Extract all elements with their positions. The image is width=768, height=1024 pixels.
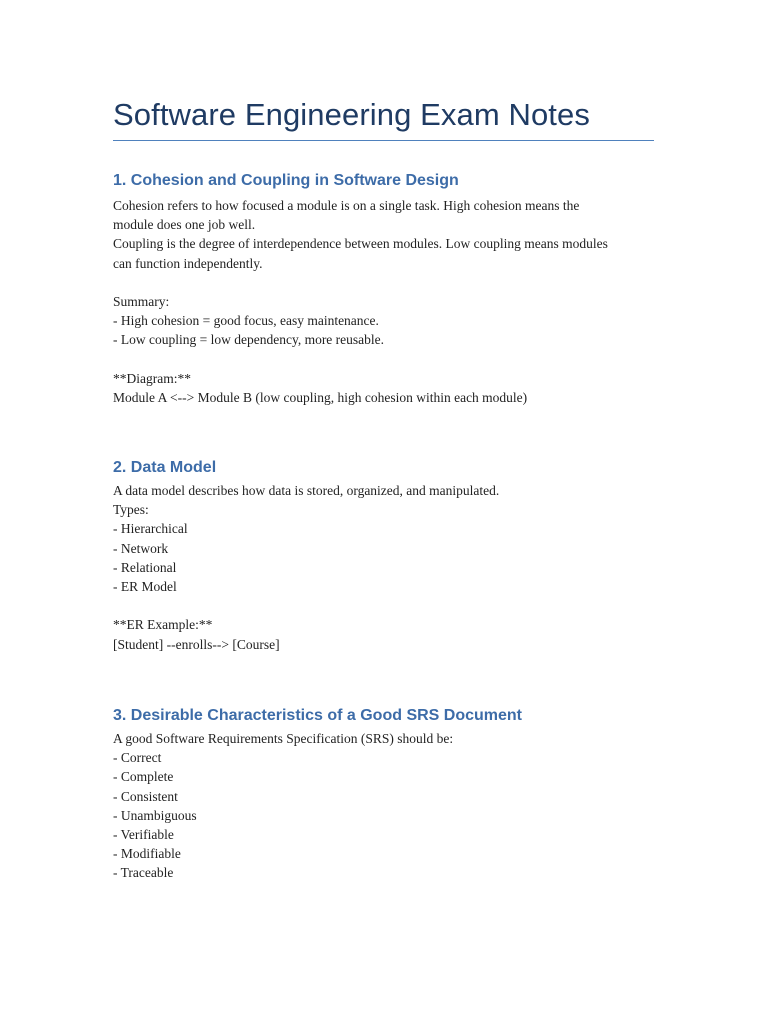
list-item: - Low coupling = low dependency, more reusable. [113, 332, 385, 348]
body-line: can function independently. [113, 255, 263, 271]
body-line: module does one job well. [113, 217, 256, 233]
body-line: Cohesion refers to how focused a module is on a single task. High cohesion means the [113, 198, 580, 213]
title-underline [113, 140, 654, 141]
list-item: - Relational [113, 559, 177, 575]
list-item: - Verifiable [113, 827, 174, 843]
body-line: Summary: [113, 294, 170, 309]
section-heading: 3. Desirable Characteristics of a Good SRS Document [113, 707, 523, 724]
section-heading: 1. Cohesion and Coupling in Software Design [113, 172, 459, 189]
blank-line [113, 596, 499, 615]
list-item: - Unambiguous [113, 807, 197, 823]
document-title: Software Engineering Exam Notes [113, 97, 590, 132]
body-line: Module A <--> Module B (low coupling, high cohesion within each module) [113, 390, 528, 405]
list-item: - Complete [113, 769, 174, 785]
section-body [113, 481, 499, 654]
body-line: A data model describes how data is stored, organized, and manipulated. [113, 483, 500, 498]
section-body [113, 729, 522, 883]
section-heading: 2. Data Model [113, 459, 217, 476]
list-item: - Hierarchical [113, 521, 188, 537]
body-line: **ER Example:** [113, 617, 213, 633]
list-item: - Network [113, 540, 169, 556]
body-line: A good Software Requirements Specification (SRS) should be: [113, 731, 454, 746]
list-item: - Traceable [113, 865, 174, 881]
section-data-model [113, 458, 499, 654]
section-body [113, 196, 608, 407]
blank-line [113, 350, 608, 369]
body-line: Types: [113, 502, 149, 518]
list-item: - Correct [113, 750, 162, 766]
document-page [113, 96, 658, 881]
list-item: - High cohesion = good focus, easy maintenance. [113, 313, 379, 329]
section-cohesion-coupling [113, 171, 608, 407]
blank-line [113, 273, 608, 292]
list-item: - Consistent [113, 788, 178, 804]
body-line: [Student] --enrolls--> [Course] [113, 636, 280, 652]
body-line: Coupling is the degree of interdependence between modules. Low coupling means modules [113, 236, 608, 252]
list-item: - Modifiable [113, 846, 181, 862]
list-item: - ER Model [113, 579, 177, 595]
section-srs-characteristics [113, 706, 522, 883]
body-line: **Diagram:** [113, 370, 191, 386]
